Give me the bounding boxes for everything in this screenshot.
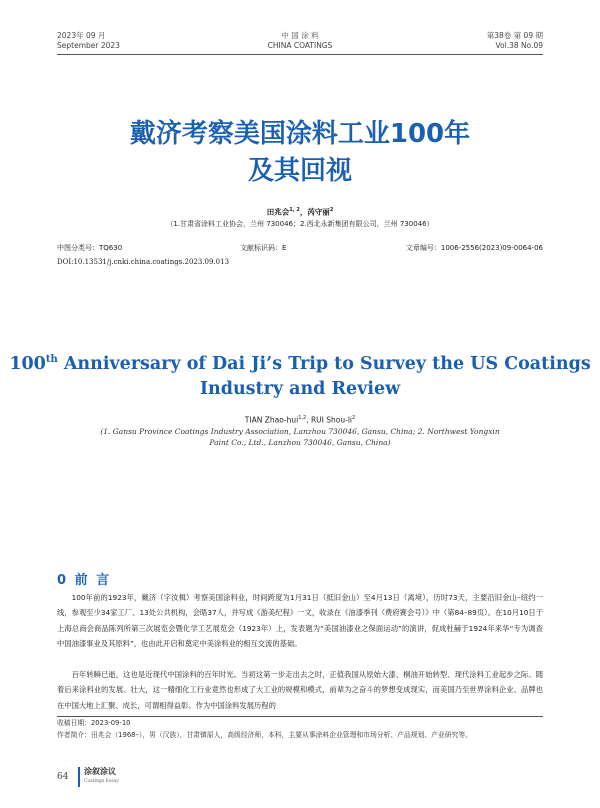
- section-number: 0: [57, 573, 67, 588]
- body-paragraph-2: 百年转瞬已逝，这也是近现代中国涂料的百年时光。当初这第一步走出去之时，正值我国从原始大漆、桐油开始转型、现代涂料工业起步之际。随着后来涂料业的发展、壮大，这一精细化工行业竟然也形成了大工业的规模和模式，前辈为之奋斗的梦想变成现实，而美国乃至世界涂料企业、品牌也在中国大地上汇聚、成长，可谓相得益彰。作为中国涂料发展历程的: [57, 670, 543, 710]
- author-cn-2-sup: 2: [329, 207, 334, 213]
- author-en-sep: ,: [306, 415, 311, 425]
- body-paragraph-1: 100年前的1923年，戴济（字汝楫）考察美国涂料业，时间跨度为1月31日（抵旧金山）至4月13日（离境），历时73天，主要沿旧金山–纽约一线，参观至少34家工厂、13处公共机构，会晤37人，并写成《游美纪程》一文，收录在《油漆季刊（费府赛会号）》中（第84–89页）。在10月10日于上海总商会商品陈列所第三次展览会暨化学工艺展览会（1923年）上，发表题为“美国油漆业之保面运动”的演讲，促成杜赫于1924年来华“专为调查中国油漆事业及其原料”，也由此开启和奠定中美涂料业的相互交流的基础。: [57, 593, 543, 648]
- author-cn-sep: ，: [299, 207, 308, 217]
- title-en: [0, 347, 600, 402]
- author-bio: 作者简介：田兆会（1968–），男（汉族），甘肃镇原人，高级经济师，本科，主要从事涂料企业管理和市场分析、产品规划、产业研究等。: [57, 731, 472, 739]
- footnote-rule: [57, 716, 543, 717]
- authors-en: [0, 413, 600, 426]
- doi: DOI:10.13531/j.cnki.china.coatings.2023.09.013: [57, 258, 230, 266]
- author-en-1-sup: 1,2: [298, 415, 307, 421]
- column-name-en: Coatings Essay: [84, 779, 119, 784]
- title-en-sup: th: [45, 354, 58, 365]
- authors-cn: [0, 205, 600, 218]
- affiliation-cn: （1.甘肃省涂料工业协会，兰州 730046；2.西北永新集团有限公司，兰州 730046）: [166, 220, 434, 228]
- header-journal-cn: 中 国 涂 料: [281, 31, 319, 40]
- document-code: 文献标识码：E: [240, 244, 287, 252]
- header-volume-cn: 第38卷 第 09 期: [486, 31, 543, 40]
- affiliation-en: (1. Gansu Province Coatings Industry Association, Lanzhou 730046, Gansu, China; 2. Northwest Yongxin Paint Co., Ltd., Lanzhou 730046, Gansu, China): [100, 427, 500, 447]
- section-heading: [57, 573, 109, 589]
- title-cn: [0, 116, 600, 190]
- author-cn-1: 田兆会: [266, 207, 290, 217]
- column-logo-bar: [78, 767, 80, 787]
- header-date-en: September 2023: [57, 41, 120, 50]
- header-volume: [487, 31, 543, 51]
- article-number: 文章编号：1006-2556(2023)09-0064-06: [405, 244, 543, 252]
- section-title: 前 言: [74, 573, 110, 588]
- author-en-2-sup: 2: [352, 415, 356, 421]
- title-cn-line1: 戴济考察美国涂料工业100年: [129, 119, 471, 149]
- author-en-1: TIAN Zhao-hui: [244, 415, 299, 425]
- column-name-cn: 涂叙涂议: [84, 767, 116, 776]
- title-en-line2: Industry and Review: [199, 378, 401, 399]
- received-date: 收稿日期：2023-09-10: [57, 719, 131, 727]
- header-rule: [57, 54, 543, 55]
- author-en-2: RUI Shou-li: [310, 415, 352, 425]
- title-en-prefix: 100: [9, 353, 46, 374]
- page-number: 64: [57, 772, 69, 782]
- title-cn-line2: 及其回视: [247, 156, 352, 186]
- author-cn-1-sup: 1, 2: [289, 207, 300, 213]
- clc-number: 中图分类号：TQ630: [57, 244, 123, 252]
- header-date-cn: 2023年 09 月: [57, 31, 106, 40]
- title-en-line1: [0, 347, 600, 377]
- header-volume-en: Vol.38 No.09: [495, 41, 543, 50]
- author-cn-2: 芮守丽: [307, 207, 330, 217]
- header-journal-en: CHINA COATINGS: [267, 41, 333, 50]
- title-en-line1-rest: Anniversary of Dai Ji’s Trip to Survey the US Coatings: [57, 353, 591, 374]
